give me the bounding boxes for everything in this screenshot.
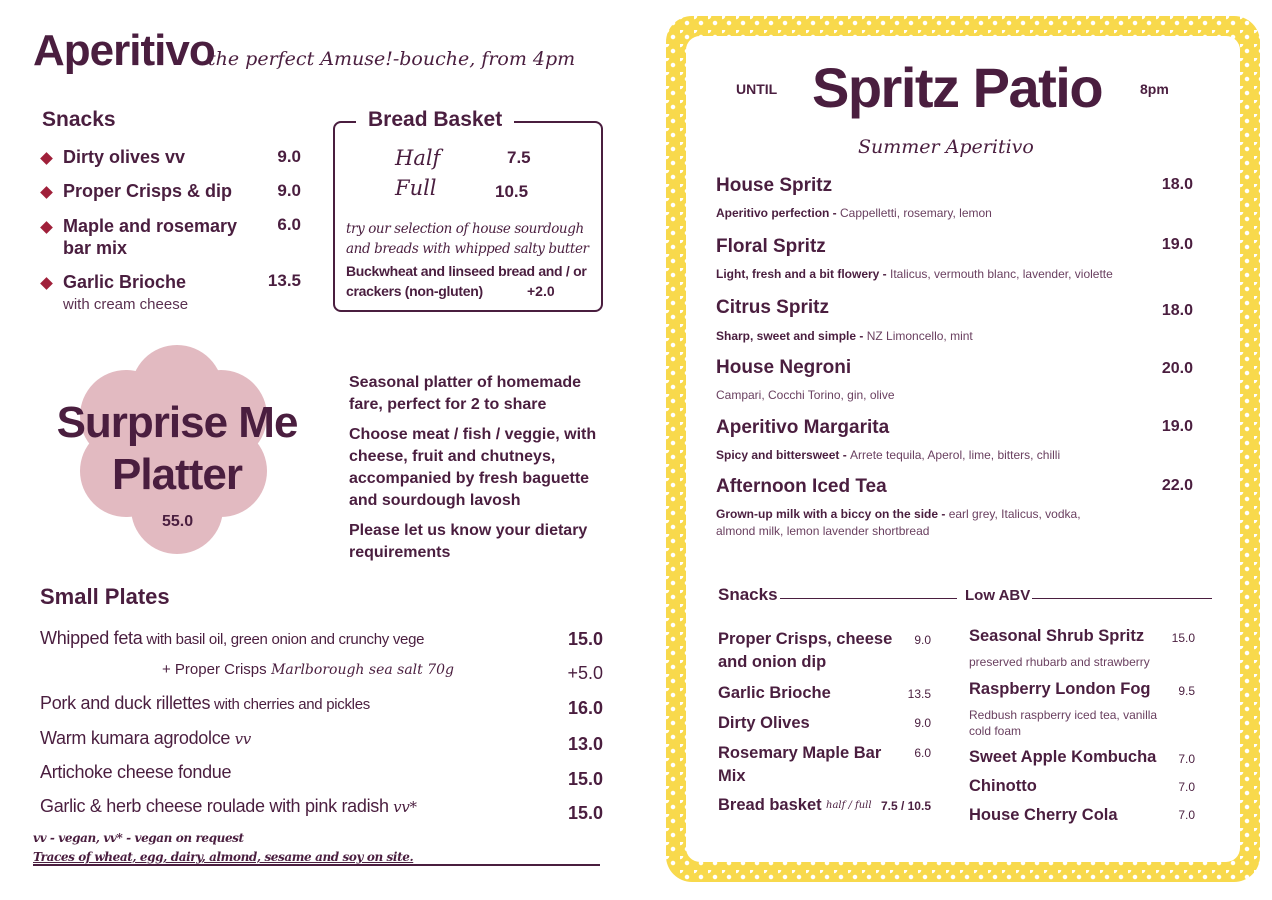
plate-price: 16.0 [567, 698, 603, 718]
allergen-note: Traces of wheat, egg, dairy, almond, sesame and soy on site. [33, 850, 414, 864]
platter-line: requirements [349, 544, 451, 561]
bread-extra: crackers (non-gluten) [346, 283, 483, 299]
bread-extra: Buckwheat and linseed bread and / or [346, 263, 587, 279]
snack-name: Proper Crisps & dip [63, 181, 233, 201]
low-abv-name: Raspberry London Fog [969, 680, 1151, 698]
snack-sub: with cream cheese [63, 296, 189, 313]
drink-lead: Sharp, sweet and simple - [716, 329, 867, 343]
spritz-title: Spritz Patio [812, 56, 1103, 119]
drink-lead: Light, fresh and a bit flowery - [716, 267, 891, 281]
low-abv-name: House Cherry Cola [969, 806, 1118, 824]
bread-extra-price: +2.0 [527, 283, 555, 299]
drink-name: Floral Spritz [716, 236, 826, 257]
footer-rule [33, 864, 600, 866]
platter-title: Surprise Me [56, 398, 298, 447]
plate-item: Pork and duck rillettes with cherries and pickles [40, 693, 370, 713]
snack-name-line2: Mix [718, 767, 746, 785]
bread-full-price: 10.5 [495, 182, 529, 201]
tagline: the perfect Amuse!-bouche, from 4pm [208, 48, 576, 70]
drink-desc: NZ Limoncello, mint [866, 329, 973, 343]
bread-half-price: 7.5 [507, 148, 531, 167]
snack-price: 13.5 [907, 687, 931, 701]
platter-line: accompanied by fresh baguette [349, 470, 590, 487]
low-abv-price: 9.5 [1178, 684, 1195, 698]
drink-lead: Grown-up milk with a biccy on the side - [716, 507, 949, 521]
snack-name: Garlic Brioche [718, 684, 831, 702]
plate-item: Warm kumara agrodolce vv [40, 728, 251, 748]
plate-price: 15.0 [567, 629, 603, 649]
drink-name: Afternoon Iced Tea [716, 476, 887, 497]
drink-price: 19.0 [1161, 236, 1193, 253]
snack-name-line2: and onion dip [718, 653, 827, 671]
snack-price: 13.5 [267, 271, 301, 290]
bread-desc: and breads with whipped salty butter [346, 241, 589, 257]
drink-desc: Cappelletti, rosemary, lemon [840, 206, 992, 220]
low-abv-price: 7.0 [1178, 808, 1195, 822]
low-abv-name: Seasonal Shrub Spritz [969, 627, 1145, 645]
drink-desc: Arrete tequila, Aperol, lime, bitters, chilli [850, 448, 1061, 462]
low-abv-desc: Redbush raspberry iced tea, vanilla [969, 708, 1158, 722]
snack-price: 9.0 [277, 181, 301, 200]
platter-price: 55.0 [162, 513, 194, 530]
drink-desc: Italicus, vermouth blanc, lavender, violette [890, 267, 1113, 281]
snack-name: Garlic Brioche [63, 272, 187, 292]
until-label: UNTIL [736, 81, 778, 97]
bread-half-label: Half [395, 146, 441, 170]
low-abv-price: 7.0 [1178, 752, 1195, 766]
snack-name: Dirty olives vv [63, 147, 186, 167]
divider [1032, 598, 1212, 599]
snack-price: 9.0 [277, 147, 301, 166]
plate-item: Whipped feta with basil oil, green onion and crunchy vege [40, 628, 425, 648]
bread-desc: try our selection of house sourdough [346, 221, 584, 237]
plate-addon: + Proper Crisps Marlborough sea salt 70g [162, 661, 455, 678]
snack-name: Dirty Olives [718, 714, 810, 732]
page-title: Aperitivo [33, 26, 215, 75]
drink-price: 20.0 [1161, 360, 1193, 377]
drink-desc: earl grey, Italicus, vodka, [948, 507, 1081, 521]
plate-price: +5.0 [567, 663, 603, 683]
snack-name: Bread basket [718, 796, 822, 814]
snack-price: 9.0 [914, 633, 931, 647]
diamond-icon [40, 186, 53, 199]
bread-basket-heading: Bread Basket [356, 108, 514, 132]
low-abv-name: Chinotto [969, 777, 1037, 795]
diamond-icon [40, 221, 53, 234]
drink-lead: Aperitivo perfection - [716, 206, 841, 220]
low-abv-heading: Low ABV [965, 587, 1031, 604]
platter-title: Platter [112, 450, 242, 499]
small-plates-heading: Small Plates [40, 584, 170, 609]
low-abv-price: 15.0 [1171, 631, 1195, 645]
bread-full-label: Full [395, 176, 437, 200]
platter-line: cheese, fruit and chutneys, [349, 448, 556, 465]
diamond-icon [40, 277, 53, 290]
drink-price: 18.0 [1161, 302, 1193, 319]
drink-name: House Spritz [716, 175, 833, 196]
plate-price: 13.0 [567, 734, 603, 754]
plate-item: Garlic & herb cheese roulade with pink radish vv* [40, 796, 417, 816]
low-abv-price: 7.0 [1178, 780, 1195, 794]
drink-desc: Campari, Cocchi Torino, gin, olive [716, 388, 895, 402]
plate-price: 15.0 [567, 769, 603, 789]
drink-name: Citrus Spritz [716, 297, 829, 318]
diamond-icon [40, 152, 53, 165]
snack-price: 9.0 [914, 716, 931, 730]
snacks-heading: Snacks [42, 108, 116, 131]
low-abv-name: Sweet Apple Kombucha [969, 748, 1157, 766]
low-abv-desc: cold foam [969, 724, 1022, 738]
drink-price: 22.0 [1161, 477, 1193, 494]
platter-line: Seasonal platter of homemade [349, 374, 582, 391]
divider [780, 598, 957, 599]
time-label: 8pm [1140, 81, 1169, 97]
platter-line: Choose meat / fish / veggie, with [349, 426, 597, 443]
drink-price: 18.0 [1161, 176, 1193, 193]
drink-name: House Negroni [716, 357, 852, 378]
subtitle: Summer Aperitivo [858, 136, 1034, 158]
vegan-note: vv - vegan, vv* - vegan on request [33, 831, 244, 845]
snack-name: Rosemary Maple Bar [718, 744, 882, 762]
platter-line: and sourdough lavosh [349, 492, 521, 509]
snack-price: 6.0 [914, 746, 931, 760]
platter-line: fare, perfect for 2 to share [349, 396, 547, 413]
platter-line: Please let us know your dietary [349, 522, 588, 539]
drink-price: 19.0 [1161, 418, 1193, 435]
snack-name: Maple and rosemary [63, 216, 238, 236]
low-abv-desc: preserved rhubarb and strawberry [969, 655, 1150, 669]
snack-price: 7.5 / 10.5 [880, 799, 931, 813]
drink-lead: Spicy and bittersweet - [716, 448, 851, 462]
snack-name: Proper Crisps, cheese [718, 630, 893, 648]
snack-name-line2: bar mix [63, 238, 128, 258]
plate-item: Artichoke cheese fondue [40, 762, 232, 782]
plate-price: 15.0 [567, 803, 603, 823]
snack-price: 6.0 [277, 215, 301, 234]
right-snacks-heading: Snacks [718, 585, 778, 604]
drink-desc: almond milk, lemon lavender shortbread [716, 524, 930, 538]
drink-name: Aperitivo Margarita [716, 417, 890, 438]
snack-note: half / full [826, 800, 872, 811]
